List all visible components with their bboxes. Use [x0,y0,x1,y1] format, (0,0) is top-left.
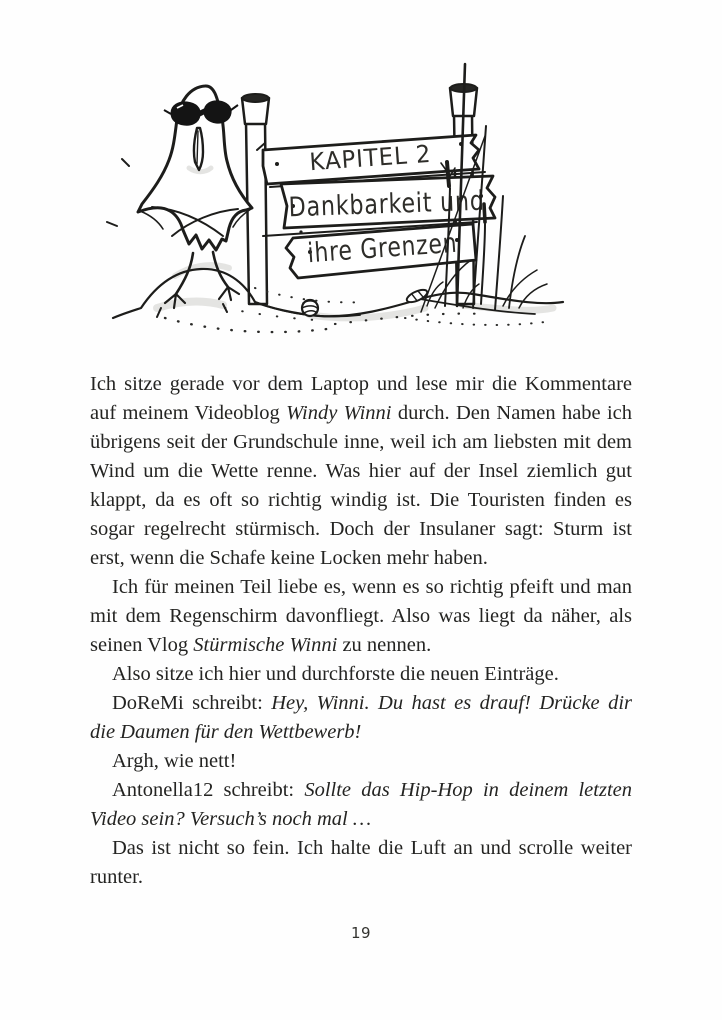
text-run: durch. Den Namen habe ich übrigens seit der Grundschule inne, weil ich am liebsten mit dem Wind um die Wette renne. Was hier auf der Insel ziemlich gut klappt, da es oft so richtig windig ist. Die Touristen finden es sogar regelrecht stürmisch. Doch der Insulaner sagt: Sturm ist erst, wenn die Schafe keine Locken mehr haben. [90,402,632,569]
text-run: Antonella12 schreibt: [112,779,305,801]
text-run: Das ist nicht so fein. Ich halte die Luft an und scrolle weiter runter. [90,837,632,888]
text-run: Also sitze ich hier und durchforste die neuen Einträge. [112,663,559,685]
paragraph [90,370,632,573]
paragraph [90,747,632,776]
body-text [90,370,632,892]
page-number: 19 [350,924,372,942]
shell-round [302,300,318,316]
text-run: Ich für meinen Teil liebe es, wenn es so richtig pfeift und man mit dem Regenschirm davonfliegt. Also was liegt da näher, als seinen Vlog [90,576,632,656]
paragraph [90,660,632,689]
sign-line-title-1: Dankbarkeit und [288,184,529,224]
text-run: Argh, wie nett! [112,750,237,772]
text-run: Ich sitze gerade vor dem Laptop und lese mir die Kommentare auf meinem Videoblog [90,373,632,424]
text-run-italic: Stürmische Winni [193,634,338,656]
chapter-illustration-svg [105,56,570,351]
text-run-italic: Hey, Winni. Du hast es drauf! Drücke dir die Daumen für den Wettbewerb! [90,692,633,743]
paragraph [90,834,632,892]
text-run: zu nennen. [337,634,432,656]
seagull-illustration [107,86,265,317]
sign-line-title-2: ihre Grenzen [306,225,494,270]
paragraph [90,776,632,834]
text-run-italic: Sollte das Hip-Hop in deinem letzten Video sein? Versuch’s noch mal … [90,779,632,830]
chapter-illustration [105,56,570,351]
sign-line-kapitel: KAPITEL 2 [308,139,439,177]
text-run-italic: Windy Winni [286,402,392,424]
beak [194,128,203,170]
paragraph [90,573,632,660]
text-run: DoReMi schreibt: [112,692,272,714]
post-cap-left [243,94,269,102]
paragraph [90,689,632,747]
